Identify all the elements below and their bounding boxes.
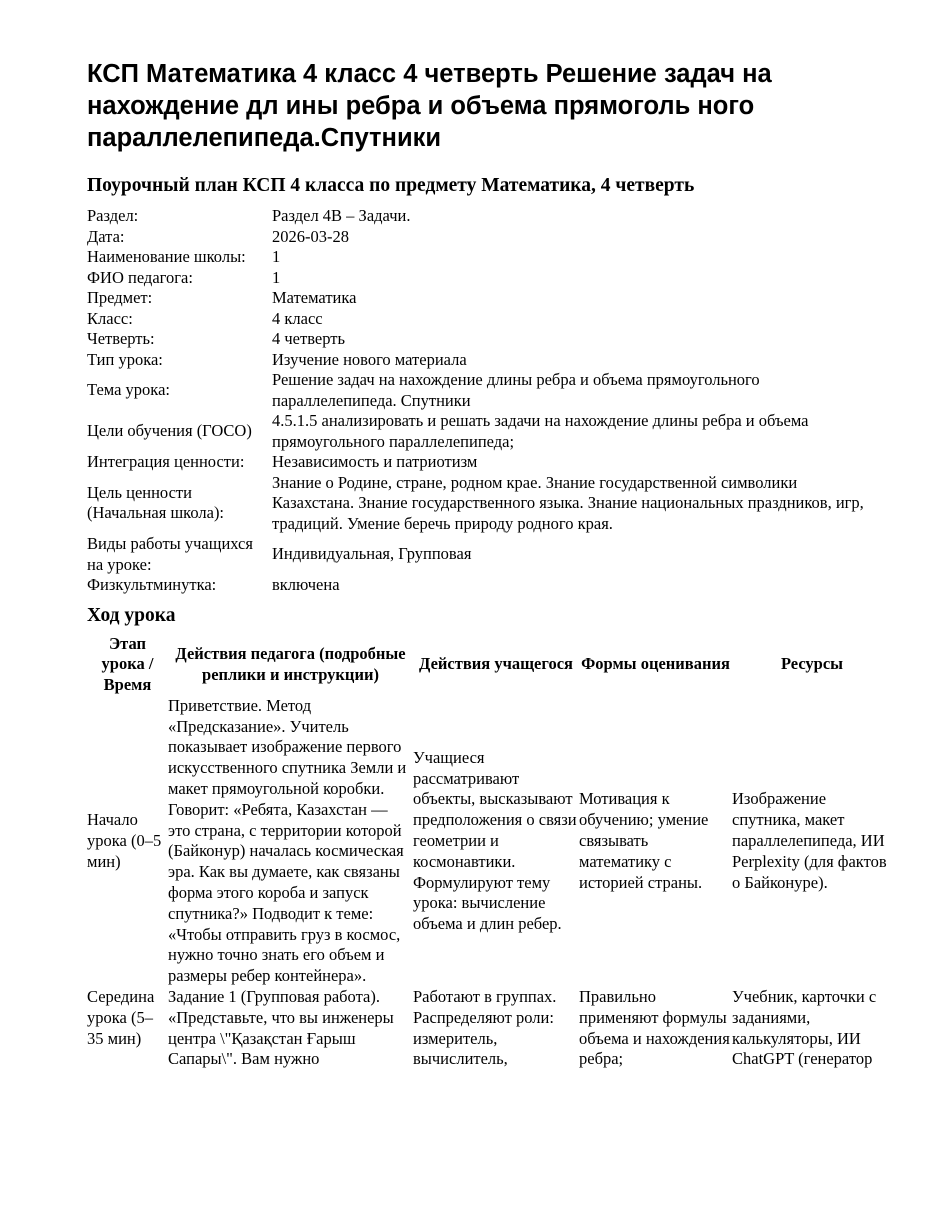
info-row [87, 329, 882, 350]
info-value: Математика [272, 288, 357, 307]
info-row [87, 268, 882, 289]
info-value: Независимость и патриотизм [272, 452, 478, 471]
student-actions-cell: Работают в группах. Распределяют роли: измеритель, вычислитель, [413, 987, 557, 1069]
info-value: 1 [272, 247, 281, 266]
info-label: Предмет: [87, 288, 153, 307]
info-value: 1 [272, 267, 281, 287]
column-header: Действия педагога (подробные реплики и инструкции) [175, 643, 406, 684]
assessment-cell: Мотивация к обучению; умение связывать математику с историей страны. [579, 789, 709, 892]
column-header: Действия учащегося [419, 654, 573, 674]
info-label: Раздел: [87, 206, 139, 225]
info-row [87, 206, 882, 227]
column-header: Формы оценивания [581, 654, 730, 674]
column-header: Ресурсы [780, 654, 844, 674]
section-heading: Ход урока [87, 604, 176, 626]
info-label: Тип урока: [87, 349, 163, 369]
info-row [87, 350, 882, 371]
info-value: Индивидуальная, Групповая [272, 544, 472, 564]
lesson-info-table [87, 206, 882, 596]
info-value: включена [272, 575, 340, 594]
info-label: ФИО педагога: [87, 267, 193, 287]
resources-cell: Изображение спутника, макет параллелепипеда, ИИ Perplexity (для фактов о Байконуре). [732, 789, 887, 892]
info-row [87, 309, 882, 330]
table-row [87, 987, 892, 1070]
lesson-plan-table [87, 634, 892, 1071]
document-page [87, 58, 892, 1070]
info-value: 4.5.1.5 анализировать и решать задачи на нахождение длины ребра и объема прямоугольного параллелепипеда; [272, 411, 809, 451]
info-row [87, 227, 882, 248]
table-header-row [87, 634, 892, 696]
column-header: Этап урока / Время [101, 633, 154, 695]
teacher-actions-cell: Задание 1 (Групповая работа). «Представьте, что вы инженеры центра \"Қазақстан Ғарыш Сапары\". Вам нужно [168, 987, 394, 1069]
stage-cell: Начало урока (0–5 мин) [87, 810, 162, 871]
info-row [87, 370, 882, 411]
info-label: Тема урока: [87, 380, 170, 400]
info-label: Четверть: [87, 329, 155, 348]
info-row [87, 247, 882, 268]
info-label: Цель ценности (Начальная школа): [87, 482, 225, 523]
info-value: 2026-03-28 [272, 226, 349, 246]
info-label: Интеграция ценности: [87, 452, 245, 471]
info-value: 4 четверть [272, 329, 345, 348]
info-value: Решение задач на нахождение длины ребра и объема прямоугольного параллелепипеда. Спутники [272, 370, 760, 410]
info-value: Изучение нового материала [272, 349, 467, 369]
info-value: Раздел 4В – Задачи. [272, 206, 411, 225]
info-value: Знание о Родине, стране, родном крае. Знание государственной символики Казахстана. Знание государственного языка. Знание национальных праздников, игр, традиций. Умение беречь природу родного края. [272, 472, 864, 533]
document-title: КСП Математика 4 класс 4 четверть Решение задач на нахождение дл ины ребра и объема прямоголь ного параллелепипеда.Спутники [87, 60, 772, 152]
info-row [87, 534, 882, 575]
info-label: Класс: [87, 308, 133, 328]
info-row [87, 473, 882, 535]
student-actions-cell: Учащиеся рассматривают объекты, высказывают предположения о связи геометрии и космонавтики. Формулируют тему урока: вычисление объема и длин ребер. [413, 747, 577, 934]
info-label: Цели обучения (ГОСО) [87, 421, 252, 441]
info-label: Виды работы учащихся на уроке: [87, 534, 253, 574]
info-row [87, 452, 882, 473]
resources-cell: Учебник, карточки с заданиями, калькуляторы, ИИ ChatGPT (генератор [732, 987, 877, 1069]
stage-cell: Середина урока (5–35 мин) [87, 987, 155, 1048]
table-row [87, 696, 892, 987]
plan-subtitle: Поурочный план КСП 4 класса по предмету Математика, 4 четверть [87, 175, 695, 196]
info-label: Физкультминутка: [87, 575, 217, 594]
info-value: 4 класс [272, 308, 323, 328]
assessment-cell: Правильно применяют формулы объема и нахождения ребра; [579, 987, 730, 1069]
info-label: Наименование школы: [87, 247, 246, 266]
info-label: Дата: [87, 226, 125, 246]
info-row [87, 288, 882, 309]
teacher-actions-cell: Приветствие. Метод «Предсказание». Учитель показывает изображение первого искусственного спутника Земли и макет прямоугольной коробки. Говорит: «Ребята, Казахстан — это страна, с территории которой (Байконур) началась космическая эра. Как вы думаете, как связаны форма этого короба и запуск спутника?» Подводит к теме: «Чтобы отправить груз в космос, нужно точно знать его объем и размеры ребер контейнера». [168, 695, 407, 986]
info-row [87, 575, 882, 596]
info-row [87, 411, 882, 452]
